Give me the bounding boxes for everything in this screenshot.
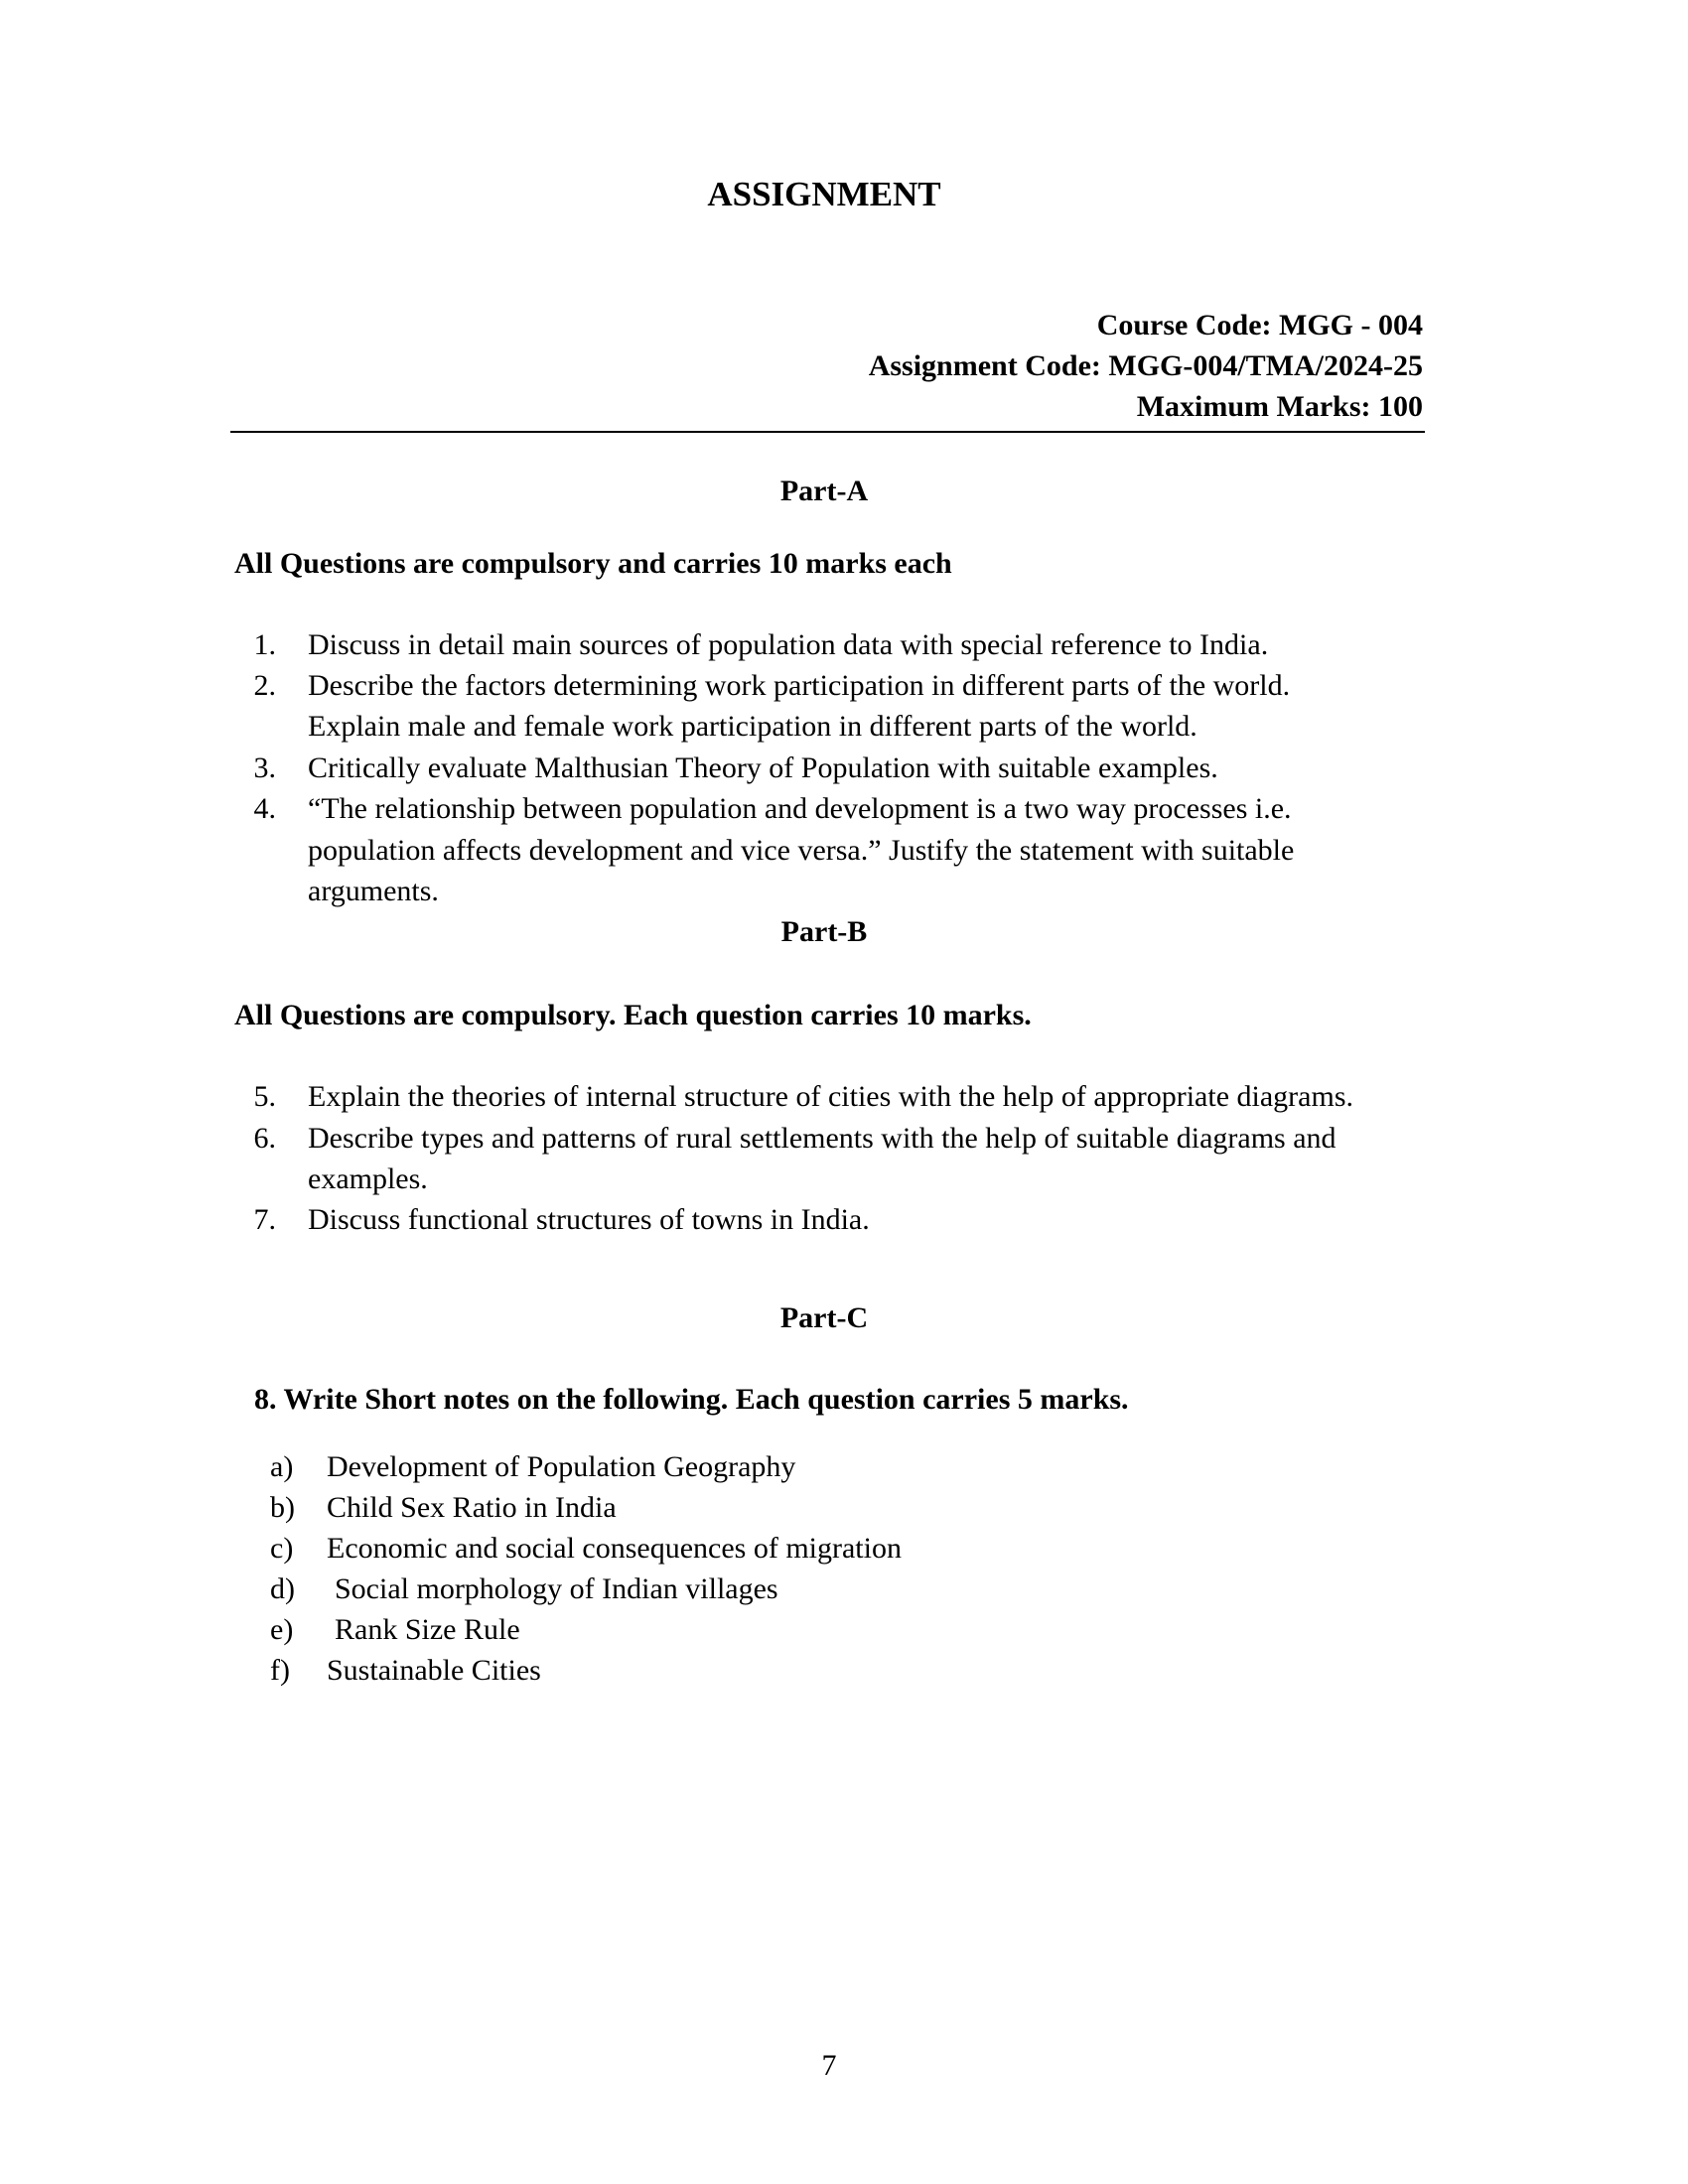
part-c-heading: Part-C [779,1301,869,1334]
question-text: Explain the theories of internal structure of cities with the help of appropriate diagrams. [308,1080,1353,1113]
item-text: Development of Population Geography [327,1450,796,1483]
item-text: Rank Size Rule [335,1613,520,1646]
part-b-heading: Part-B [780,915,868,948]
course-code: Course Code: MGG - 004 [1096,309,1423,341]
question-number: 4. [253,792,276,825]
question-number: 1. [253,628,276,661]
part-a-heading: Part-A [779,475,869,507]
question-text: Explain male and female work participation in different parts of the world. [308,710,1197,743]
header-divider [230,431,1425,433]
assignment-code: Assignment Code: MGG-004/TMA/2024-25 [868,349,1423,382]
item-text: Economic and social consequences of migration [327,1532,902,1565]
question-number: 6. [253,1122,276,1155]
part-c-instruction: 8. Write Short notes on the following. Each question carries 5 marks. [254,1383,1129,1416]
item-letter: c) [270,1532,294,1565]
question-number: 7. [253,1203,276,1236]
question-text: population affects development and vice versa.” Justify the statement with suitable [308,834,1295,867]
question-text: examples. [308,1162,428,1195]
question-number: 3. [253,751,276,784]
item-text: Sustainable Cities [327,1654,541,1687]
item-letter: f) [270,1654,290,1687]
item-letter: d) [270,1572,295,1605]
part-b-instruction: All Questions are compulsory. Each question carries 10 marks. [234,999,1032,1031]
question-text: arguments. [308,875,439,907]
question-number: 5. [253,1080,276,1113]
page-number: 7 [821,2049,837,2082]
question-text: “The relationship between population and development is a two way processes i.e. [308,792,1292,825]
maximum-marks: Maximum Marks: 100 [1136,390,1423,423]
question-number: 2. [253,669,276,702]
question-text: Critically evaluate Malthusian Theory of Population with suitable examples. [308,751,1218,784]
item-letter: e) [270,1613,294,1646]
item-text: Child Sex Ratio in India [327,1491,617,1524]
item-text: Social morphology of Indian villages [335,1572,778,1605]
page-title: ASSIGNMENT [707,175,941,213]
question-text: Describe the factors determining work participation in different parts of the world. [308,669,1291,702]
part-a-instruction: All Questions are compulsory and carries 10 marks each [234,547,952,580]
question-text: Discuss in detail main sources of population data with special reference to India. [308,628,1269,661]
question-text: Describe types and patterns of rural settlements with the help of suitable diagrams and [308,1122,1336,1155]
question-text: Discuss functional structures of towns in India. [308,1203,870,1236]
item-letter: a) [270,1450,294,1483]
item-letter: b) [270,1491,295,1524]
